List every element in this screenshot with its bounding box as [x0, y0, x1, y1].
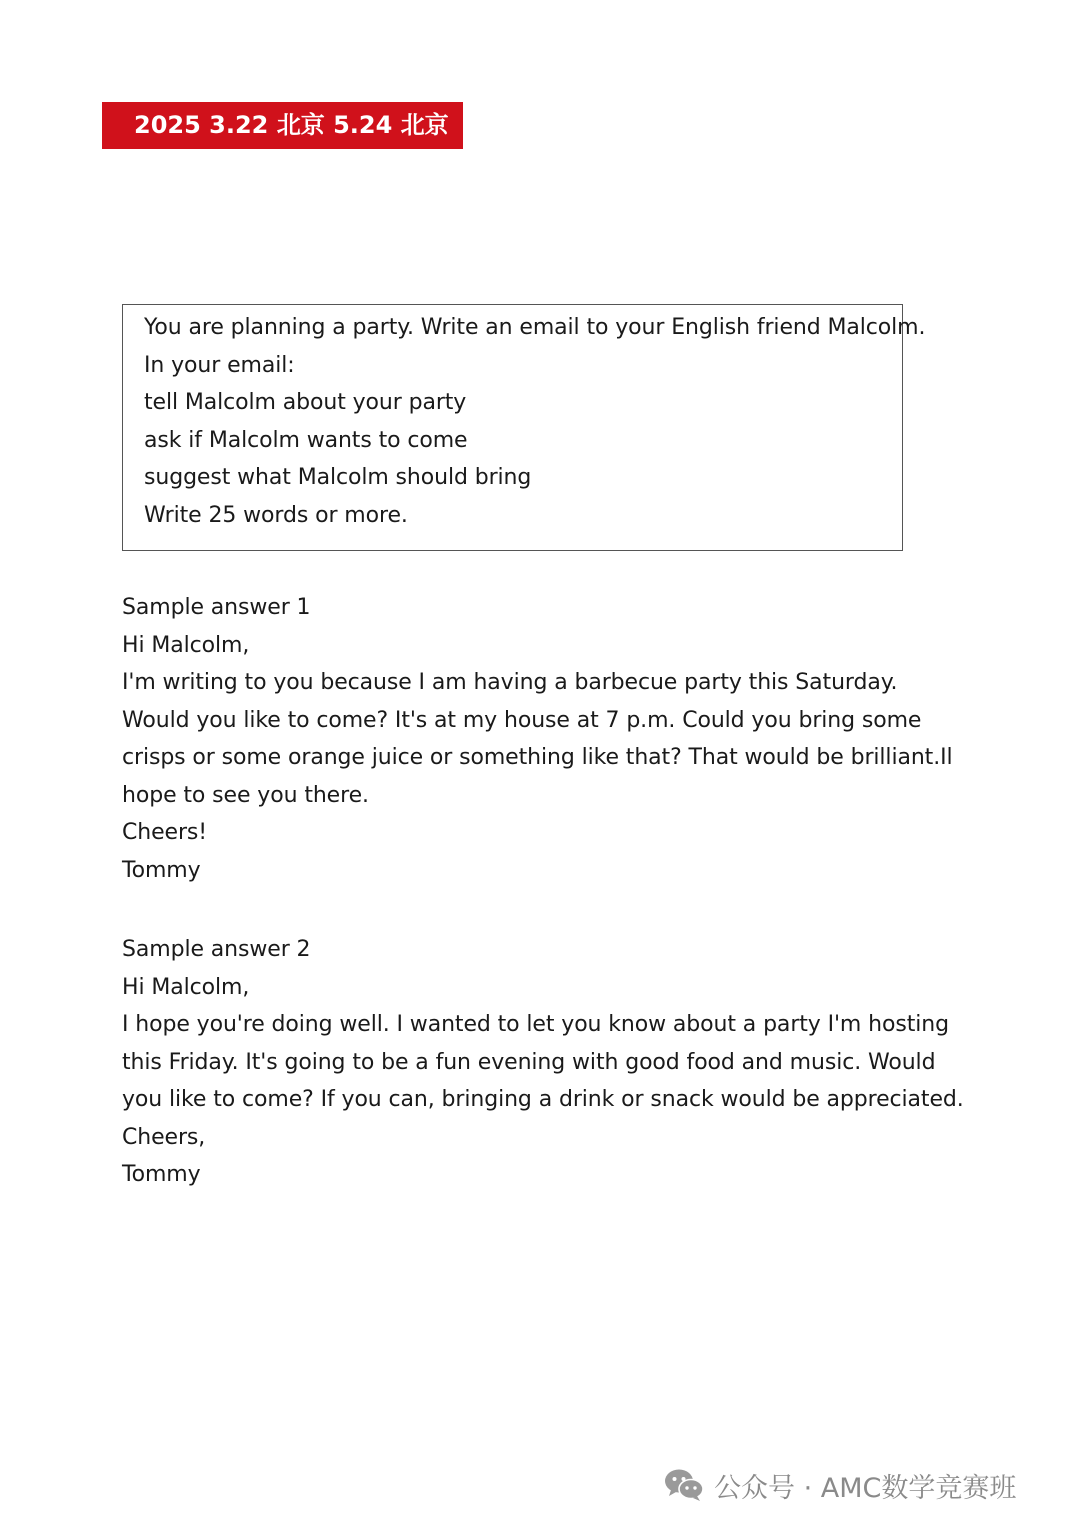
answer-body-line: I'm writing to you because I am having a barbecue party this Saturday.	[122, 670, 898, 695]
task-line: You are planning a party. Write an email to your English friend Malcolm.	[144, 315, 926, 340]
sample-answer-2	[122, 931, 964, 1194]
answer-signature: Tommy	[122, 857, 201, 883]
answer-greeting: Hi Malcolm,	[122, 632, 250, 658]
task-line: suggest what Malcolm should bring	[144, 465, 532, 490]
answer-body-line: crisps or some orange juice or something like that? That would be brilliant.Il	[122, 745, 953, 770]
task-line: In your email:	[144, 352, 295, 378]
answer-body-line: I hope you're doing well. I wanted to let you know about a party I'm hosting	[122, 1012, 949, 1037]
answer-signoff: Cheers!	[122, 820, 208, 845]
answer-greeting: Hi Malcolm,	[122, 974, 250, 1000]
task-line: ask if Malcolm wants to come	[144, 427, 468, 453]
answer-signoff: Cheers,	[122, 1124, 206, 1150]
answer-heading: Sample answer 1	[122, 595, 311, 620]
answer-body-line: this Friday. It's going to be a fun evening with good food and music. Would	[122, 1049, 936, 1075]
task-line: tell Malcolm about your party	[144, 390, 467, 415]
date-banner: 2025 3.22 北京 5.24 北京	[102, 102, 463, 149]
watermark	[664, 1463, 1016, 1507]
answer-body-line: you like to come? If you can, bringing a drink or snack would be appreciated.	[122, 1087, 964, 1112]
answer-signature: Tommy	[122, 1162, 201, 1187]
sample-answer-1	[122, 589, 953, 889]
task-prompt-box	[122, 304, 926, 551]
answer-heading: Sample answer 2	[122, 937, 311, 962]
answer-body-line: hope to see you there.	[122, 782, 369, 808]
answer-body-line: Would you like to come? It's at my house at 7 p.m. Could you bring some	[122, 707, 922, 733]
wechat-icon	[664, 1468, 704, 1502]
task-line: Write 25 words or more.	[144, 502, 408, 528]
watermark-text: 公众号 · AMC数学竞赛班	[714, 1472, 1017, 1504]
